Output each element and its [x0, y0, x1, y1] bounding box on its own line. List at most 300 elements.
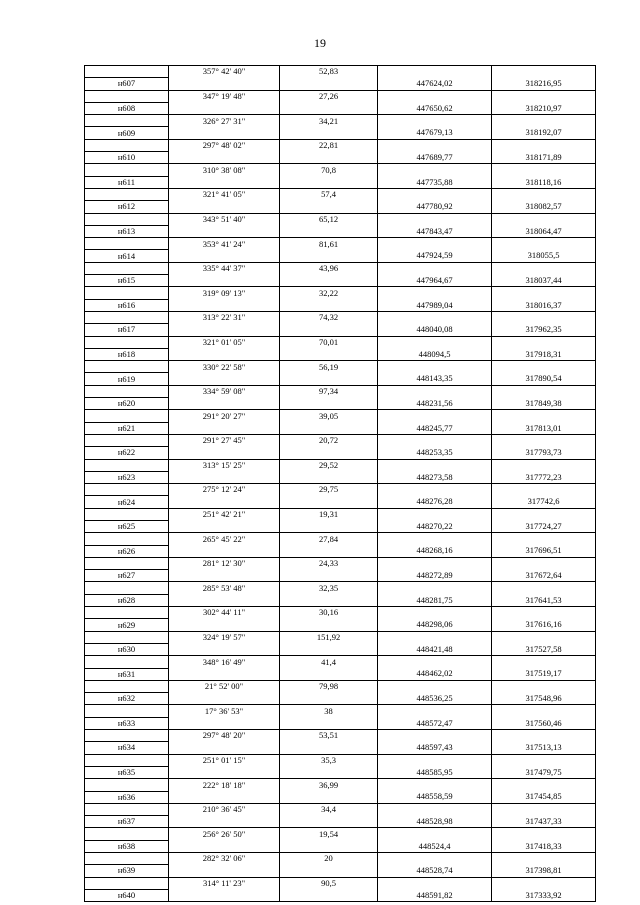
coordinate-y-cell [492, 656, 596, 668]
segment-length-cell [280, 250, 378, 262]
coordinate-y-cell [492, 508, 596, 520]
point-row [85, 619, 596, 631]
segment-length-cell [280, 471, 378, 483]
segment-row [85, 754, 596, 766]
coordinate-y-cell [492, 754, 596, 766]
coordinate-x-cell [378, 656, 492, 668]
point-name-cell: н613 [85, 225, 169, 237]
coordinate-x-cell [378, 287, 492, 299]
segment-length-cell [280, 422, 378, 434]
point-row [85, 668, 596, 680]
point-name-cell [85, 533, 169, 545]
point-row [85, 766, 596, 778]
segment-length-cell: 34,4 [280, 803, 378, 815]
coordinate-y-cell [492, 730, 596, 742]
segment-length-cell [280, 152, 378, 164]
coordinate-y-cell: 318118,16 [492, 176, 596, 188]
point-name-cell [85, 754, 169, 766]
coordinate-y-cell: 317454,85 [492, 791, 596, 803]
coordinate-y-cell: 317724,27 [492, 520, 596, 532]
segment-row [85, 582, 596, 594]
coordinate-y-cell: 317918,31 [492, 348, 596, 360]
coordinate-y-cell: 317849,38 [492, 398, 596, 410]
segment-length-cell: 81,61 [280, 238, 378, 250]
point-row [85, 791, 596, 803]
point-name-cell [85, 213, 169, 225]
coordinate-y-cell [492, 361, 596, 373]
point-row [85, 398, 596, 410]
bearing-angle-cell [169, 816, 280, 828]
coordinate-y-cell [492, 188, 596, 200]
segment-length-cell [280, 791, 378, 803]
coordinate-x-cell: 448281,75 [378, 594, 492, 606]
point-name-cell: н623 [85, 471, 169, 483]
coordinate-x-cell: 448268,16 [378, 545, 492, 557]
coordinate-y-cell: 317813,01 [492, 422, 596, 434]
point-name-cell: н609 [85, 127, 169, 139]
segment-length-cell [280, 225, 378, 237]
bearing-angle-cell [169, 643, 280, 655]
point-name-cell: н629 [85, 619, 169, 631]
point-row [85, 865, 596, 877]
point-name-cell [85, 582, 169, 594]
point-row [85, 889, 596, 901]
coordinate-x-cell [378, 582, 492, 594]
coordinate-y-cell: 318055,5 [492, 250, 596, 262]
segment-length-cell [280, 766, 378, 778]
segment-length-cell: 19,54 [280, 828, 378, 840]
bearing-angle-cell [169, 570, 280, 582]
coordinate-x-cell: 448536,25 [378, 693, 492, 705]
coordinate-x-cell: 447780,92 [378, 201, 492, 213]
bearing-angle-cell [169, 447, 280, 459]
bearing-angle-cell [169, 471, 280, 483]
coordinate-x-cell [378, 853, 492, 865]
coordinate-y-cell [492, 877, 596, 889]
segment-length-cell [280, 201, 378, 213]
segment-length-cell: 65,12 [280, 213, 378, 225]
segment-row [85, 385, 596, 397]
segment-length-cell [280, 545, 378, 557]
coordinate-y-cell [492, 607, 596, 619]
coordinate-x-cell: 448421,48 [378, 643, 492, 655]
coordinate-x-cell [378, 188, 492, 200]
segment-row [85, 66, 596, 78]
coordinate-y-cell [492, 557, 596, 569]
point-row [85, 643, 596, 655]
segment-length-cell: 32,35 [280, 582, 378, 594]
bearing-angle-cell: 281° 12' 30" [169, 557, 280, 569]
coordinate-x-cell: 448591,82 [378, 889, 492, 901]
coordinate-x-cell [378, 410, 492, 422]
bearing-angle-cell: 335° 44' 37" [169, 262, 280, 274]
bearing-angle-cell [169, 78, 280, 90]
segment-length-cell [280, 668, 378, 680]
coordinate-x-cell: 448270,22 [378, 520, 492, 532]
point-name-cell [85, 385, 169, 397]
point-row [85, 201, 596, 213]
segment-length-cell: 57,4 [280, 188, 378, 200]
segment-length-cell [280, 447, 378, 459]
point-name-cell: н630 [85, 643, 169, 655]
coordinate-x-cell [378, 779, 492, 791]
segment-row [85, 213, 596, 225]
segment-row [85, 533, 596, 545]
coordinate-x-cell: 447650,62 [378, 102, 492, 114]
point-row [85, 594, 596, 606]
segment-length-cell [280, 889, 378, 901]
coordinate-x-cell [378, 434, 492, 446]
bearing-angle-cell: 324° 19' 57" [169, 631, 280, 643]
coordinate-y-cell: 317560,46 [492, 717, 596, 729]
coordinate-y-cell: 317672,64 [492, 570, 596, 582]
coordinate-x-cell [378, 803, 492, 815]
coordinate-y-cell [492, 705, 596, 717]
point-name-cell: н619 [85, 373, 169, 385]
point-name-cell: н628 [85, 594, 169, 606]
bearing-angle-cell: 319° 09' 13" [169, 287, 280, 299]
segment-row [85, 115, 596, 127]
coordinate-y-cell: 317548,96 [492, 693, 596, 705]
coordinate-x-cell [378, 361, 492, 373]
coordinate-y-cell [492, 680, 596, 692]
segment-length-cell: 70,8 [280, 164, 378, 176]
point-name-cell [85, 508, 169, 520]
coordinate-x-cell [378, 754, 492, 766]
point-name-cell: н622 [85, 447, 169, 459]
point-row [85, 816, 596, 828]
coordinate-y-cell: 317962,35 [492, 324, 596, 336]
coordinate-y-cell [492, 66, 596, 78]
point-name-cell [85, 705, 169, 717]
bearing-angle-cell: 302° 44' 11" [169, 607, 280, 619]
point-name-cell: н612 [85, 201, 169, 213]
segment-row [85, 484, 596, 496]
point-name-cell: н621 [85, 422, 169, 434]
coordinate-x-cell [378, 311, 492, 323]
point-name-cell: н610 [85, 152, 169, 164]
segment-length-cell: 27,84 [280, 533, 378, 545]
coordinate-x-cell: 448462,02 [378, 668, 492, 680]
coordinate-x-cell: 448143,35 [378, 373, 492, 385]
bearing-angle-cell: 265° 45' 22" [169, 533, 280, 545]
point-name-cell [85, 188, 169, 200]
point-row [85, 324, 596, 336]
point-name-cell [85, 287, 169, 299]
coordinate-y-cell [492, 238, 596, 250]
point-name-cell [85, 115, 169, 127]
point-row [85, 152, 596, 164]
point-row [85, 275, 596, 287]
point-name-cell: н625 [85, 520, 169, 532]
segment-length-cell [280, 275, 378, 287]
segment-length-cell [280, 176, 378, 188]
segment-length-cell: 22,81 [280, 139, 378, 151]
coordinate-x-cell: 447964,67 [378, 275, 492, 287]
segment-length-cell [280, 693, 378, 705]
point-name-cell [85, 730, 169, 742]
bearing-angle-cell [169, 791, 280, 803]
point-name-cell [85, 66, 169, 78]
point-row [85, 447, 596, 459]
bearing-angle-cell [169, 373, 280, 385]
bearing-angle-cell [169, 201, 280, 213]
point-name-cell [85, 877, 169, 889]
point-name-cell: н624 [85, 496, 169, 508]
segment-length-cell: 30,16 [280, 607, 378, 619]
coordinate-x-cell [378, 607, 492, 619]
coordinate-y-cell: 318192,07 [492, 127, 596, 139]
point-name-cell: н614 [85, 250, 169, 262]
coordinate-x-cell: 448524,4 [378, 840, 492, 852]
bearing-angle-cell [169, 840, 280, 852]
bearing-angle-cell: 353° 41' 24" [169, 238, 280, 250]
coordinate-y-cell [492, 434, 596, 446]
bearing-angle-cell: 275° 12' 24" [169, 484, 280, 496]
point-row [85, 250, 596, 262]
coordinate-y-cell [492, 336, 596, 348]
point-name-cell [85, 828, 169, 840]
bearing-angle-cell: 251° 01' 15" [169, 754, 280, 766]
bearing-angle-cell: 291° 27' 45" [169, 434, 280, 446]
point-name-cell: н626 [85, 545, 169, 557]
point-name-cell: н638 [85, 840, 169, 852]
segment-length-cell: 27,26 [280, 90, 378, 102]
coordinate-x-cell: 447624,02 [378, 78, 492, 90]
coordinate-x-cell [378, 66, 492, 78]
segment-length-cell [280, 594, 378, 606]
point-name-cell [85, 656, 169, 668]
coordinate-x-cell [378, 213, 492, 225]
segment-length-cell [280, 520, 378, 532]
bearing-angle-cell: 282° 32' 06" [169, 853, 280, 865]
point-name-cell: н620 [85, 398, 169, 410]
coordinate-x-cell [378, 680, 492, 692]
point-name-cell: н639 [85, 865, 169, 877]
segment-length-cell [280, 816, 378, 828]
bearing-angle-cell: 321° 01' 05" [169, 336, 280, 348]
coordinate-y-cell [492, 164, 596, 176]
segment-length-cell: 151,92 [280, 631, 378, 643]
bearing-angle-cell: 321° 41' 05" [169, 188, 280, 200]
segment-length-cell [280, 865, 378, 877]
segment-length-cell [280, 299, 378, 311]
bearing-angle-cell: 291° 20' 27" [169, 410, 280, 422]
point-row [85, 742, 596, 754]
coordinate-x-cell [378, 139, 492, 151]
segment-row [85, 631, 596, 643]
point-row [85, 102, 596, 114]
bearing-angle-cell [169, 250, 280, 262]
bearing-angle-cell [169, 717, 280, 729]
bearing-angle-cell [169, 422, 280, 434]
coordinate-x-cell: 448040,08 [378, 324, 492, 336]
bearing-angle-cell [169, 225, 280, 237]
segment-length-cell: 70,01 [280, 336, 378, 348]
point-name-cell: н633 [85, 717, 169, 729]
segment-length-cell: 35,3 [280, 754, 378, 766]
coordinate-y-cell [492, 582, 596, 594]
boundary-coordinates-table [84, 65, 596, 902]
coordinate-y-cell: 317616,16 [492, 619, 596, 631]
point-name-cell: н636 [85, 791, 169, 803]
bearing-angle-cell [169, 176, 280, 188]
coordinate-x-cell: 448253,35 [378, 447, 492, 459]
coordinate-x-cell: 448572,47 [378, 717, 492, 729]
coordinate-y-cell [492, 287, 596, 299]
bearing-angle-cell [169, 275, 280, 287]
segment-length-cell [280, 324, 378, 336]
segment-row [85, 410, 596, 422]
coordinate-y-cell [492, 410, 596, 422]
segment-length-cell [280, 78, 378, 90]
coordinate-y-cell: 317398,81 [492, 865, 596, 877]
bearing-angle-cell [169, 889, 280, 901]
point-row [85, 78, 596, 90]
point-row [85, 348, 596, 360]
bearing-angle-cell [169, 348, 280, 360]
segment-length-cell [280, 840, 378, 852]
coordinate-x-cell: 448273,58 [378, 471, 492, 483]
bearing-angle-cell: 256° 26' 50" [169, 828, 280, 840]
segment-length-cell: 43,96 [280, 262, 378, 274]
coordinate-y-cell: 317479,75 [492, 766, 596, 778]
point-name-cell: н611 [85, 176, 169, 188]
point-name-cell [85, 853, 169, 865]
bearing-angle-cell [169, 324, 280, 336]
coordinate-x-cell [378, 557, 492, 569]
point-name-cell [85, 139, 169, 151]
coordinate-y-cell [492, 139, 596, 151]
segment-row [85, 680, 596, 692]
coordinate-x-cell: 447843,47 [378, 225, 492, 237]
coordinate-x-cell [378, 459, 492, 471]
point-row [85, 717, 596, 729]
coordinate-x-cell [378, 385, 492, 397]
coordinate-y-cell: 317513,13 [492, 742, 596, 754]
coordinate-y-cell: 318216,95 [492, 78, 596, 90]
segment-length-cell [280, 742, 378, 754]
segment-row [85, 90, 596, 102]
point-name-cell [85, 434, 169, 446]
bearing-angle-cell [169, 742, 280, 754]
point-row [85, 373, 596, 385]
coordinate-x-cell: 447679,13 [378, 127, 492, 139]
segment-row [85, 803, 596, 815]
point-row [85, 225, 596, 237]
point-name-cell: н617 [85, 324, 169, 336]
point-name-cell: н640 [85, 889, 169, 901]
segment-length-cell [280, 373, 378, 385]
coordinate-x-cell: 448585,95 [378, 766, 492, 778]
segment-length-cell [280, 619, 378, 631]
segment-row [85, 607, 596, 619]
coordinate-y-cell [492, 385, 596, 397]
coordinate-x-cell: 448528,74 [378, 865, 492, 877]
bearing-angle-cell: 310° 38' 08" [169, 164, 280, 176]
coordinate-x-cell [378, 90, 492, 102]
coordinate-x-cell: 448245,77 [378, 422, 492, 434]
coordinate-x-cell: 448558,59 [378, 791, 492, 803]
coordinate-x-cell [378, 115, 492, 127]
segment-length-cell [280, 348, 378, 360]
segment-length-cell [280, 717, 378, 729]
segment-length-cell: 97,34 [280, 385, 378, 397]
coordinate-y-cell: 318064,47 [492, 225, 596, 237]
point-name-cell [85, 311, 169, 323]
coordinate-y-cell [492, 459, 596, 471]
point-row [85, 570, 596, 582]
point-name-cell [85, 336, 169, 348]
coordinate-x-cell: 447924,59 [378, 250, 492, 262]
bearing-angle-cell: 222° 18' 18" [169, 779, 280, 791]
point-name-cell: н607 [85, 78, 169, 90]
coordinate-x-cell [378, 336, 492, 348]
coordinate-y-cell: 317437,33 [492, 816, 596, 828]
bearing-angle-cell: 297° 48' 20" [169, 730, 280, 742]
coordinate-y-cell: 318171,89 [492, 152, 596, 164]
point-row [85, 176, 596, 188]
bearing-angle-cell [169, 102, 280, 114]
point-row [85, 127, 596, 139]
point-row [85, 422, 596, 434]
bearing-angle-cell: 348° 16' 49" [169, 656, 280, 668]
coordinate-x-cell [378, 262, 492, 274]
point-name-cell: н608 [85, 102, 169, 114]
bearing-angle-cell [169, 152, 280, 164]
segment-row [85, 139, 596, 151]
coordinate-y-cell: 318037,44 [492, 275, 596, 287]
segment-row [85, 705, 596, 717]
coordinate-y-cell [492, 779, 596, 791]
coordinate-y-cell: 317890,54 [492, 373, 596, 385]
coordinate-y-cell: 317333,92 [492, 889, 596, 901]
coordinate-y-cell [492, 213, 596, 225]
coordinate-y-cell: 317772,23 [492, 471, 596, 483]
coordinate-x-cell: 448528,98 [378, 816, 492, 828]
bearing-angle-cell: 357° 42' 40" [169, 66, 280, 78]
segment-row [85, 361, 596, 373]
coordinate-x-cell [378, 508, 492, 520]
bearing-angle-cell [169, 865, 280, 877]
point-name-cell [85, 680, 169, 692]
coordinate-y-cell: 317742,6 [492, 496, 596, 508]
segment-length-cell [280, 102, 378, 114]
coordinate-y-cell [492, 262, 596, 274]
coordinate-y-cell [492, 533, 596, 545]
bearing-angle-cell [169, 619, 280, 631]
segment-row [85, 656, 596, 668]
segment-row [85, 262, 596, 274]
segment-row [85, 238, 596, 250]
segment-row [85, 877, 596, 889]
coordinate-x-cell: 448597,43 [378, 742, 492, 754]
segment-length-cell: 20 [280, 853, 378, 865]
bearing-angle-cell: 314° 11' 23" [169, 877, 280, 889]
bearing-angle-cell [169, 299, 280, 311]
segment-row [85, 828, 596, 840]
segment-row [85, 287, 596, 299]
segment-row [85, 336, 596, 348]
coordinate-y-cell: 318016,37 [492, 299, 596, 311]
coordinate-x-cell [378, 828, 492, 840]
segment-length-cell: 74,32 [280, 311, 378, 323]
coordinate-y-cell: 317418,33 [492, 840, 596, 852]
segment-length-cell [280, 643, 378, 655]
point-row [85, 693, 596, 705]
point-name-cell: н637 [85, 816, 169, 828]
bearing-angle-cell [169, 545, 280, 557]
